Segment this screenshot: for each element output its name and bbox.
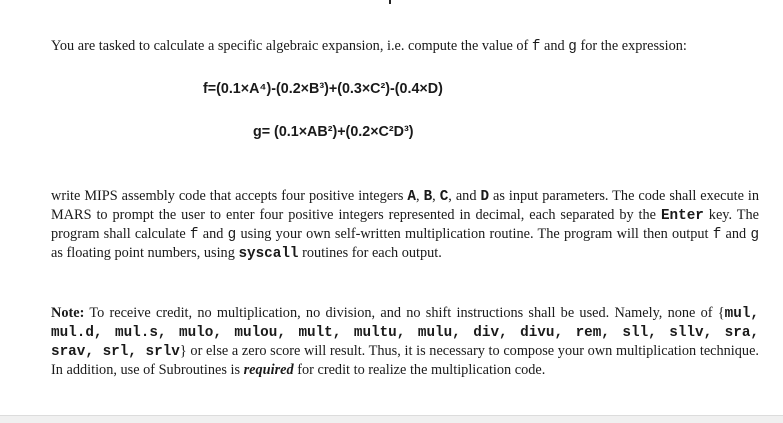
var-f: f bbox=[189, 227, 199, 243]
note-text: To receive credit, no multiplication, no division, and no shift instructions shall be used. Namely, none of { bbox=[84, 305, 725, 321]
task-sep: and bbox=[198, 226, 228, 242]
top-tick-mark bbox=[389, 0, 391, 4]
intro-text-end: for the expression: bbox=[576, 38, 687, 54]
forbidden-instructions: mul, mul.d, mul.s, mulo, mulou, mult, multu, mulu, div, divu, rem, sll, sllv, sra, srav, srl, srlv bbox=[51, 306, 759, 360]
var-f: f bbox=[712, 227, 722, 243]
task-sep: , and bbox=[448, 188, 481, 204]
intro-text: You are tasked to calculate a specific algebraic expansion, i.e. compute the value of bbox=[51, 38, 532, 54]
equation-f: f=(0.1×A⁴)-(0.2×B³)+(0.3×C²)-(0.4×D) bbox=[203, 81, 443, 97]
note-text: for credit to realize the multiplication code. bbox=[293, 362, 546, 378]
param-b: B bbox=[423, 189, 433, 205]
task-sep: and bbox=[721, 226, 751, 242]
task-text: as input parameters. The code shall execute in MARS to prompt the user to enter four positive integers represented in decimal, each separated by the bbox=[51, 188, 760, 223]
intro-paragraph bbox=[51, 37, 759, 56]
note-text: } or else a zero score will result. Thus, it is necessary to compose your own multiplication technique. In addition, use of Subroutines is bbox=[51, 343, 759, 378]
var-g: g bbox=[568, 39, 577, 55]
syscall-keyword: syscall bbox=[238, 246, 299, 262]
note-label: Note: bbox=[51, 305, 85, 321]
task-sep: , bbox=[416, 188, 424, 204]
task-text: write MIPS assembly code that accepts four positive integers bbox=[51, 188, 408, 204]
task-text: using your own self-written multiplication routine. The program will then output bbox=[236, 226, 713, 242]
param-c: C bbox=[439, 189, 449, 205]
var-f: f bbox=[531, 39, 541, 55]
var-g: g bbox=[750, 227, 760, 243]
equation-g: g= (0.1×AB²)+(0.2×C²D³) bbox=[253, 124, 414, 140]
var-g: g bbox=[227, 227, 237, 243]
task-text: as floating point numbers, using bbox=[51, 245, 239, 261]
intro-and: and bbox=[540, 38, 569, 54]
param-a: A bbox=[407, 189, 417, 205]
task-paragraph bbox=[51, 187, 759, 263]
task-text: routines for each output. bbox=[298, 245, 442, 261]
enter-key: Enter bbox=[660, 208, 704, 224]
task-text: key. The program shall calculate bbox=[51, 207, 759, 242]
task-sep: , bbox=[432, 188, 440, 204]
required-emphasis: required bbox=[243, 362, 294, 378]
param-d: D bbox=[480, 189, 490, 205]
note-paragraph bbox=[51, 304, 759, 379]
